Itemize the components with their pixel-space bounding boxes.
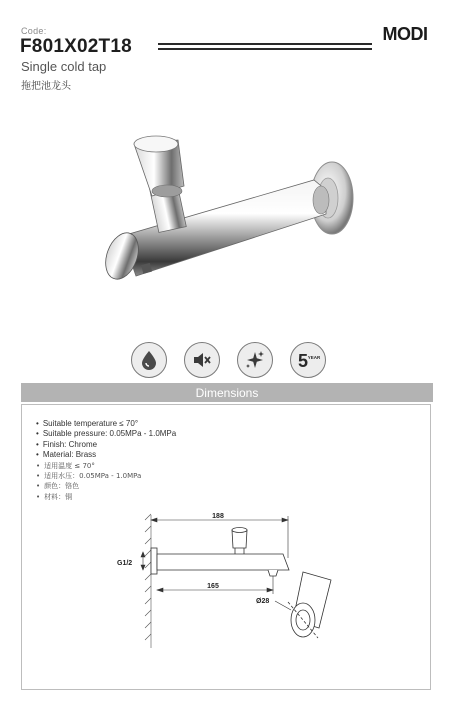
thread-label: G1/2 xyxy=(117,560,133,567)
spec-list xyxy=(36,419,176,502)
spec-item: • Suitable temperature ≤ 70° xyxy=(36,419,176,429)
spout-end-detail xyxy=(288,572,331,638)
dimension-drawing xyxy=(113,510,338,650)
spec-item: • Suitable pressure: 0.05MPa - 1.0MPa xyxy=(36,429,176,439)
brand-logo-text: MODI xyxy=(382,24,428,44)
five-year-warranty-icon xyxy=(294,348,322,372)
spec-item: • Finish: Chrome xyxy=(36,440,176,450)
dimensions-header xyxy=(21,383,433,402)
overall-length-dim xyxy=(151,516,288,558)
tap-side-view xyxy=(151,528,289,577)
code-label: Code: xyxy=(21,26,47,36)
water-drop-icon xyxy=(137,348,161,372)
feature-badge-warranty xyxy=(290,342,326,378)
spec-item: • Material: Brass xyxy=(36,450,176,460)
overall-length-label: 188 xyxy=(212,513,224,520)
section-title: Dimensions xyxy=(195,385,259,400)
spec-item-cn: • 材料：铜 xyxy=(36,492,176,502)
thread-dim xyxy=(141,552,145,570)
brand-logo xyxy=(374,24,436,44)
feature-icons xyxy=(131,342,326,378)
warranty-number: 5 xyxy=(297,351,309,371)
product-code: F801X02T18 xyxy=(20,36,132,57)
spec-item-cn: • 适用水压：0.05MPa - 1.0MPa xyxy=(36,471,176,481)
diameter-label: Ø28 xyxy=(256,598,270,605)
spout-length-label: 165 xyxy=(207,583,219,590)
sparkle-icon xyxy=(243,348,267,372)
feature-badge-silent xyxy=(184,342,220,378)
mute-icon xyxy=(190,348,214,372)
wall-hatch xyxy=(145,514,151,648)
spec-item-cn: • 适用温度 ≤ 70° xyxy=(36,461,176,471)
feature-badge-clean xyxy=(237,342,273,378)
product-name: Single cold tap xyxy=(21,59,107,74)
spec-item-cn: • 颜色：铬色 xyxy=(36,481,176,491)
warranty-unit: YEAR xyxy=(307,355,321,360)
product-name-cn: 拖把池龙头 xyxy=(21,81,71,92)
title-rule xyxy=(158,43,372,50)
feature-badge-water xyxy=(131,342,167,378)
product-image xyxy=(92,128,370,298)
